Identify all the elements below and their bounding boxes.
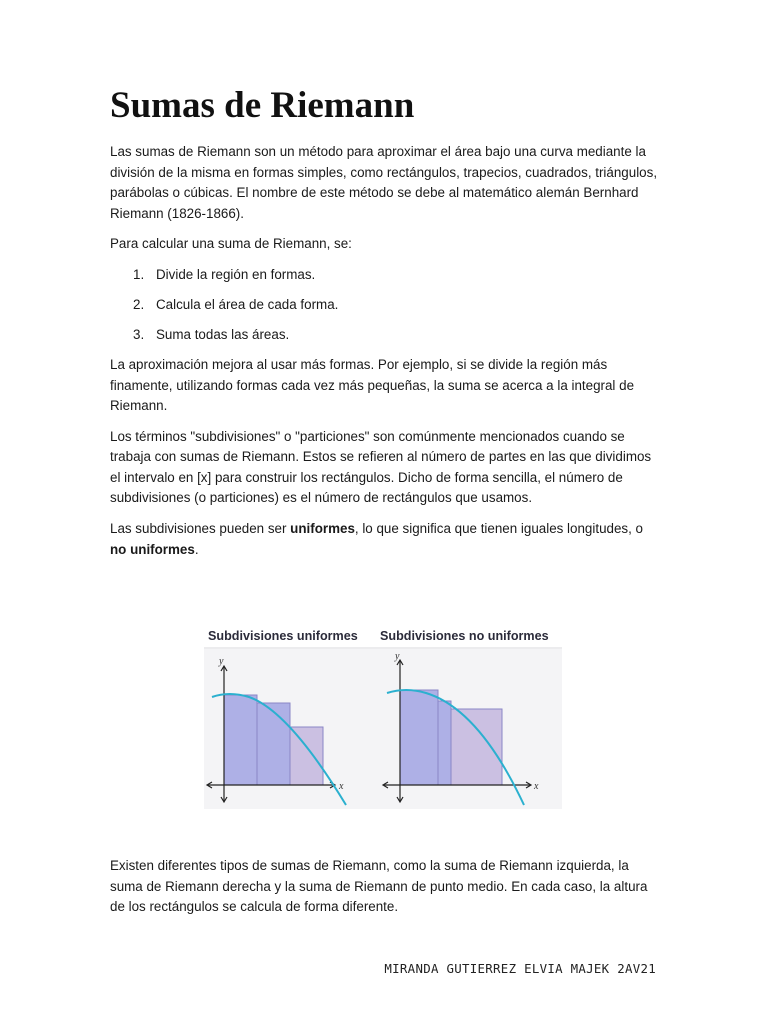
closing-section: [110, 856, 658, 928]
list-number: 2.: [133, 296, 145, 312]
bold-term: no uniformes: [110, 541, 195, 557]
steps-intro: Para calcular una suma de Riemann, se:: [110, 236, 352, 252]
uniform-title: Subdivisiones uniformes: [208, 629, 358, 643]
y-axis-label: y: [395, 651, 400, 662]
list-item: [110, 265, 658, 286]
riemann-figure: [204, 623, 562, 809]
bold-term: uniformes: [290, 521, 355, 537]
subdivisions-paragraph: Los términos "subdivisiones" o "particiones" son comúnmente mencionados cuando se trabaja con sumas de Riemann. Estos se refieren al número de partes en las que dividimos el intervalo en [x] para construir los rectángulos. Dicho de forma sencilla, el número de subdivisiones (o particiones) es el número de rectángulos que usamos.: [110, 428, 652, 506]
types-paragraph: Existen diferentes tipos de sumas de Riemann, como la suma de Riemann izquierda, la suma de Riemann derecha y la suma de Riemann de punto medio. En cada caso, la altura de los rectángulos se calcula de forma diferente.: [110, 858, 648, 915]
nonuniform-rect-3: [451, 709, 502, 785]
uniform-paragraph: [110, 519, 658, 560]
intro-paragraph: Las sumas de Riemann son un método para aproximar el área bajo una curva mediante la división de la misma en formas simples, como rectángulos, trapecios, cuadrados, triángulos, parábolas o cúbicas. El nombre de este método se debe al matemático alemán Bernhard Riemann (1826-1866).: [110, 144, 658, 221]
text-run: , lo que significa que tienen iguales longitudes, o: [354, 521, 643, 537]
y-axis-label: y: [219, 656, 224, 667]
x-axis-label: x: [534, 781, 539, 792]
x-axis-label: x: [339, 781, 344, 792]
list-item: [110, 325, 658, 346]
list-text: Divide la región en formas.: [156, 266, 316, 282]
uniform-rect-1: [224, 695, 257, 785]
list-number: 1.: [133, 266, 145, 282]
list-text: Calcula el área de cada forma.: [156, 296, 339, 312]
uniform-rect-2: [257, 703, 290, 785]
nonuniform-rect-1: [400, 690, 438, 785]
author-footer: MIRANDA GUTIERREZ ELVIA MAJEK 2AV21: [384, 961, 656, 976]
nonuniform-title: Subdivisiones no uniformes: [380, 629, 549, 643]
text-run: .: [194, 541, 199, 557]
text-run: Las subdivisiones pueden ser: [110, 521, 291, 537]
nonuniform-rect-2: [438, 701, 451, 785]
approximation-paragraph: La aproximación mejora al usar más formas. Por ejemplo, si se divide la región más finamente, utilizando formas cada vez más pequeñas, la suma se acerca a la integral de Riemann.: [110, 356, 635, 414]
list-number: 3.: [133, 326, 145, 342]
uniform-rect-3: [290, 727, 323, 785]
list-item: [110, 295, 658, 316]
document-body: [110, 84, 658, 570]
steps-list: [110, 265, 658, 346]
page-title: Sumas de Riemann: [110, 85, 415, 126]
riemann-diagram: [204, 623, 562, 809]
list-text: Suma todas las áreas.: [156, 326, 290, 342]
